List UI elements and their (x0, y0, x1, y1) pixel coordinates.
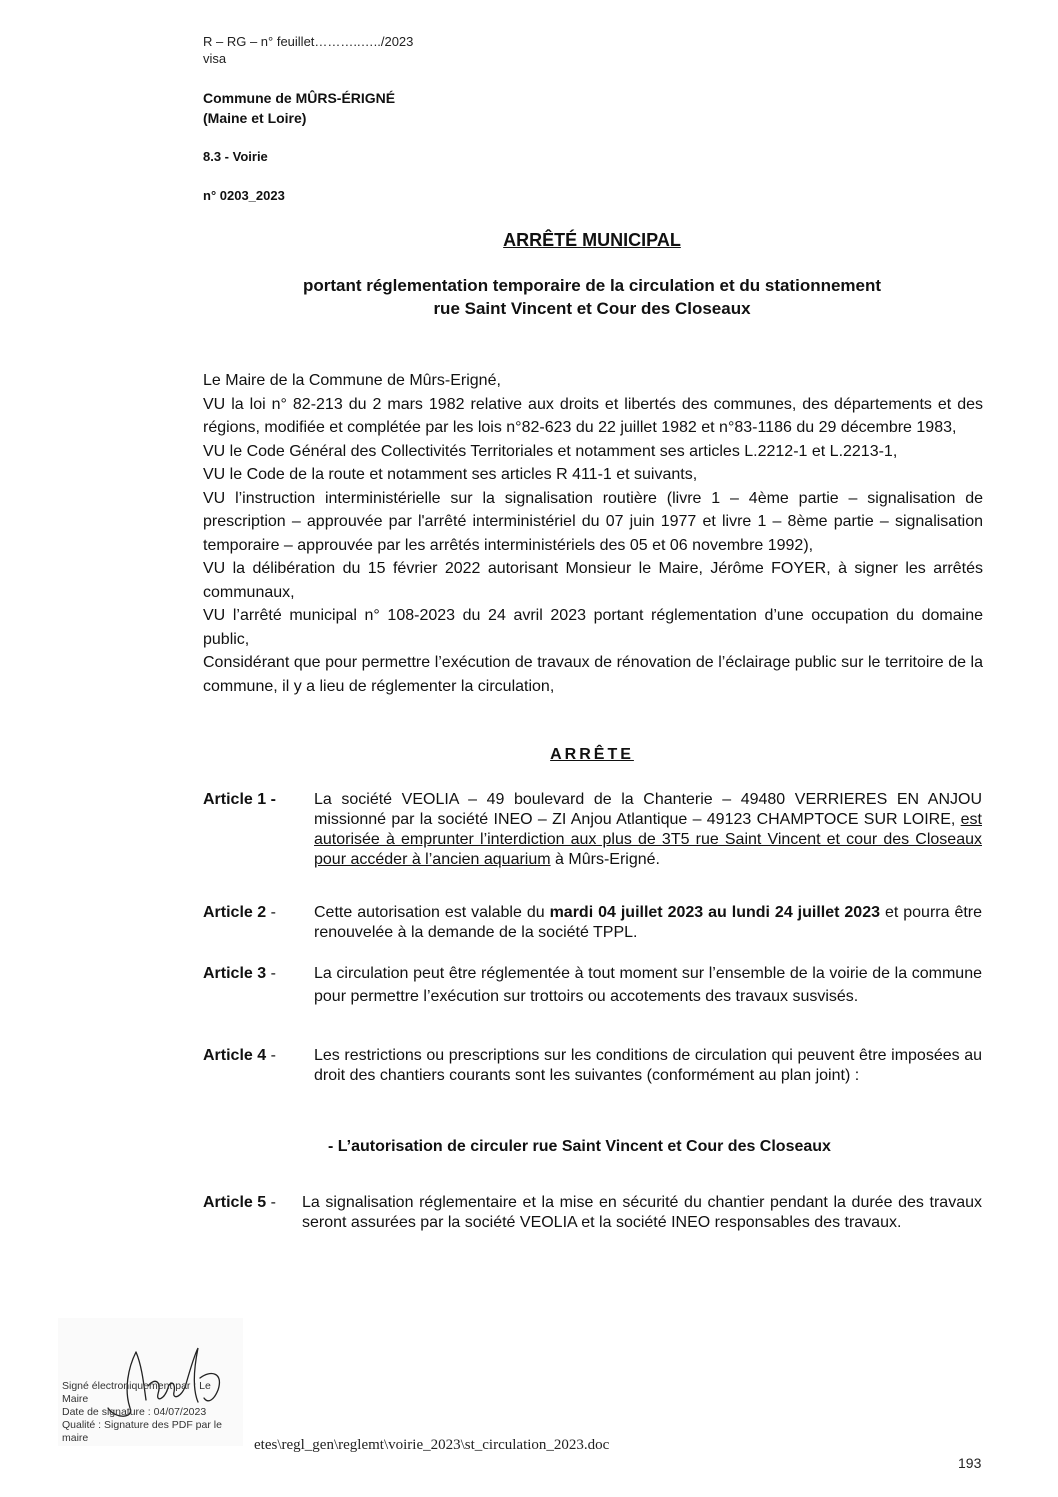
article-2-label (203, 903, 276, 923)
article-2-dates: mardi 04 juillet 2023 au lundi 24 juillet 2023 (549, 904, 880, 921)
page-number: 193 (958, 1455, 982, 1471)
article-4-text: Les restrictions ou prescriptions sur les conditions de circulation qui peuvent être imposées au droit des chantiers courants sont les suivantes (conformément au plan joint) : (314, 1047, 982, 1084)
department-name: (Maine et Loire) (203, 110, 307, 126)
preamble-paragraph: VU la délibération du 15 février 2022 autorisant Monsieur le Maire, Jérôme FOYER, à signer les arrêtés communaux, (203, 560, 983, 601)
article-4-label-bold: Article 4 (203, 1047, 267, 1064)
article-2-text (314, 903, 982, 943)
preamble-paragraph: Considérant que pour permettre l’exécution de travaux de rénovation de l’éclairage public sur le territoire de la commune, il y a lieu de réglementer la circulation, (203, 654, 983, 695)
article-1-part-1: La société VEOLIA – 49 boulevard de la Chanterie – 49480 VERRIERES EN ANJOU missionné par la société INEO – ZI Anjou Atlantique – 49123 CHAMPTOCE SUR LOIRE, (314, 791, 982, 828)
article-5-label (203, 1193, 276, 1213)
article-3-label-dash: - (266, 965, 276, 982)
file-path: etes\regl_gen\reglemt\voirie_2023\st_circulation_2023.doc (254, 1437, 610, 1453)
article-1-part-3: à Mûrs-Erigné. (550, 851, 660, 868)
signature-quality: Qualité : Signature des PDF par le maire (62, 1419, 222, 1444)
article-1-underlined: est autorisée à emprunter l’interdiction aux plus de 3T5 rue Saint Vincent et cour des Closeaux pour accéder à l’ancien aquarium (314, 811, 982, 868)
article-2-part-3: et pourra être renouvelée à la demande de la société TPPL. (314, 904, 983, 941)
article-3-label-bold: Article 3 (203, 965, 267, 982)
category-label: 8.3 - Voirie (203, 149, 268, 164)
article-5-label-bold: Article 5 (203, 1194, 267, 1211)
signature-info (62, 1380, 240, 1445)
article-3-label (203, 964, 276, 984)
commune-name: Commune de MÛRS-ÉRIGNÉ (203, 90, 396, 106)
article-1-text (314, 790, 982, 870)
page-title: ARRÊTÉ MUNICIPAL (503, 230, 681, 250)
signature-signed-by: Signé électroniquement par : Le Maire (62, 1380, 211, 1405)
article-4-label-dash: - (266, 1047, 276, 1064)
article-2-label-dash: - (266, 904, 276, 921)
decree-number: n° 0203_2023 (203, 188, 285, 203)
preamble-paragraph: Le Maire de la Commune de Mûrs-Erigné, (203, 372, 501, 389)
signature-date: Date de signature : 04/07/2023 (62, 1406, 207, 1418)
preamble-paragraph: VU le Code Général des Collectivités Territoriales et notamment ses articles L.2212-1 et L.2213-1, (203, 442, 898, 460)
article-5-text: La signalisation réglementaire et la mise en sécurité du chantier pendant la durée des travaux seront assurées par la société VEOLIA et la société INEO responsables des travaux. (302, 1194, 982, 1231)
subtitle (200, 274, 984, 320)
article-5-label-dash: - (266, 1194, 276, 1211)
article-2-label-bold: Article 2 (203, 904, 267, 921)
article-3-text: La circulation peut être réglementée à tout moment sur l’ensemble de la voirie de la commune pour permettre l’exécution sur trottoirs ou accotements des travaux susvisés. (314, 965, 982, 1005)
article-4-item: - L’autorisation de circuler rue Saint Vincent et Cour des Closeaux (328, 1138, 831, 1155)
preamble-paragraph: VU l’arrêté municipal n° 108-2023 du 24 avril 2023 portant réglementation d’une occupation du domaine public, (203, 607, 983, 648)
preamble-paragraph: VU l’instruction interministérielle sur la signalisation routière (livre 1 – 4ème partie – signalisation de prescription – approuvée par l'arrêté interministériel du 07 juin 1977 et livre 1 – 8ème partie – signalisation temporaire – approuvée par les arrêtés interministériels des 05 et 06 novembre 1992), (203, 489, 983, 554)
reference-line: R – RG – n° feuillet………..…../2023 (203, 34, 414, 49)
arrete-heading: ARRÊTE (550, 746, 634, 763)
visa-label: visa (203, 51, 227, 66)
article-4-label (203, 1046, 276, 1066)
article-2-part-1: Cette autorisation est valable du (314, 904, 550, 921)
preamble-paragraph: VU la loi n° 82-213 du 2 mars 1982 relative aux droits et libertés des communes, des départements et des régions, modifiée et complétée par les lois n°82-623 du 22 juillet 1982 et n°83-1186 du 29 décembre 1983, (203, 395, 983, 436)
subtitle-line-2: rue Saint Vincent et Cour des Closeaux (433, 299, 751, 318)
preamble-paragraph: VU le Code de la route et notamment ses articles R 411-1 et suivants, (203, 466, 698, 483)
preamble (203, 369, 983, 698)
article-1-label: Article 1 - (203, 791, 276, 808)
subtitle-line-1: portant réglementation temporaire de la circulation et du stationnement (302, 276, 882, 295)
signature-stamp (58, 1318, 243, 1446)
